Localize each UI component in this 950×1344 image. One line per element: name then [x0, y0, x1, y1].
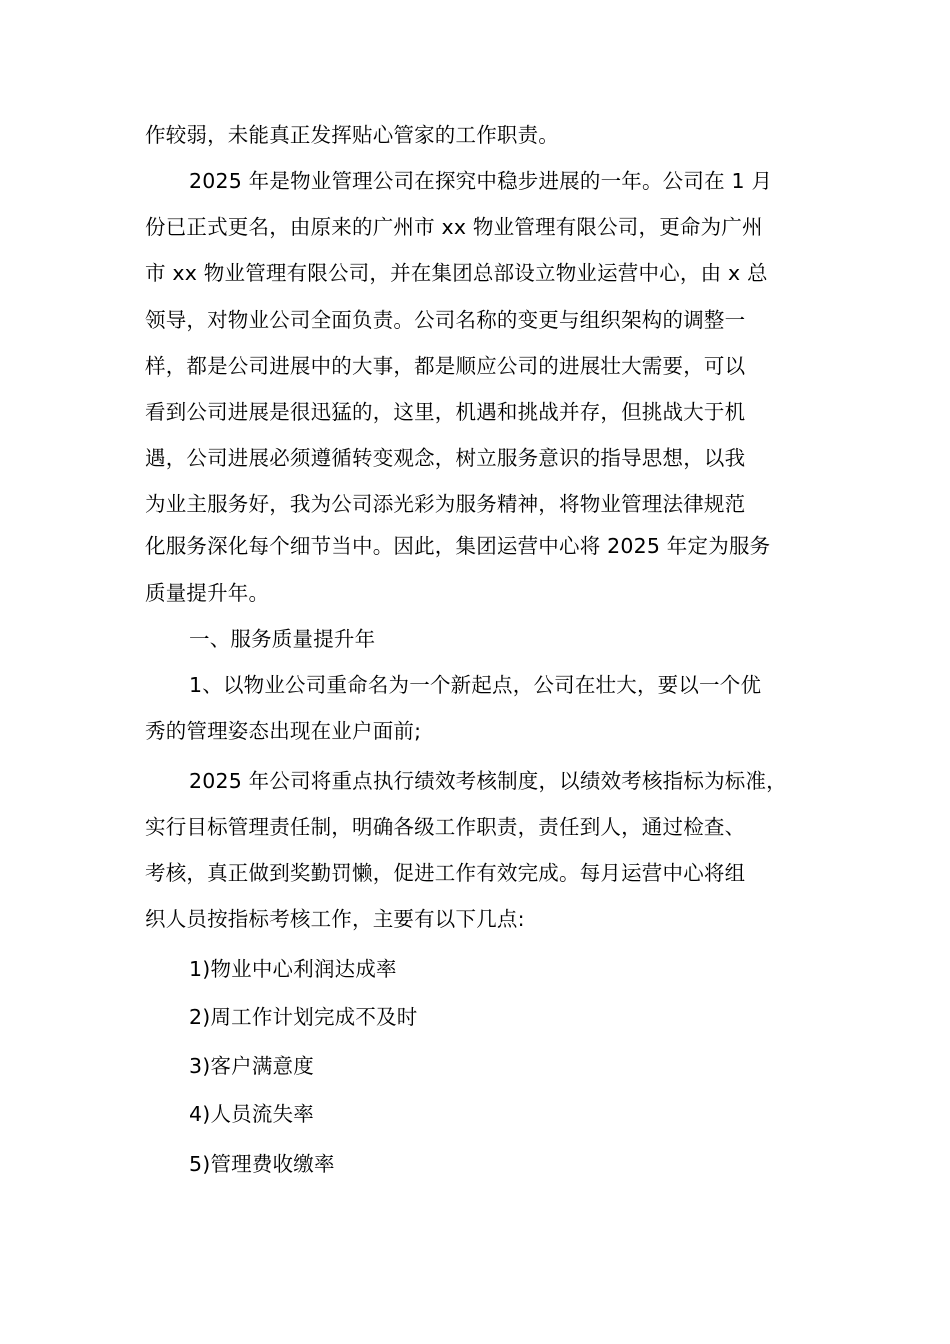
- text-line: 看到公司进展是很迅猛的，这里，机遇和挑战并存，但挑战大于机: [145, 400, 746, 424]
- list-item: 4)人员流失率: [189, 1102, 314, 1126]
- text-line: 样，都是公司进展中的大事，都是顺应公司的进展壮大需要，可以: [145, 354, 746, 378]
- text-line: 考核，真正做到奖勤罚懒，促进工作有效完成。每月运营中心将组: [145, 861, 746, 885]
- list-item: 3)客户满意度: [189, 1054, 314, 1078]
- list-item: 1)物业中心利润达成率: [189, 957, 397, 981]
- text-line: 化服务深化每个细节当中。因此，集团运营中心将 2025 年定为服务: [145, 534, 771, 558]
- list-item: 5)管理费收缴率: [189, 1152, 335, 1176]
- text-line: 1、以物业公司重命名为一个新起点，公司在壮大，要以一个优: [189, 673, 762, 697]
- text-line: 实行目标管理责任制，明确各级工作职责，责任到人，通过检查、: [145, 815, 746, 839]
- section-heading: 一、服务质量提升年: [189, 627, 376, 651]
- text-line: 2025 年是物业管理公司在探究中稳步进展的一年。公司在 1 月: [189, 169, 773, 193]
- text-line: 市 xx 物业管理有限公司，并在集团总部设立物业运营中心，由 x 总: [145, 261, 768, 285]
- text-line: 质量提升年。: [145, 581, 270, 605]
- list-item: 2)周工作计划完成不及时: [189, 1005, 418, 1029]
- text-line: 秀的管理姿态出现在业户面前;: [145, 719, 422, 743]
- text-line: 2025 年公司将重点执行绩效考核制度，以绩效考核指标为标准，: [189, 769, 787, 793]
- text-line: 份已正式更名，由原来的广州市 xx 物业管理有限公司，更命为广州: [145, 215, 763, 239]
- text-line: 织人员按指标考核工作，主要有以下几点:: [145, 907, 525, 931]
- text-line: 作较弱，未能真正发挥贴心管家的工作职责。: [145, 123, 559, 147]
- text-line: 为业主服务好，我为公司添光彩为服务精神，将物业管理法律规范: [145, 492, 746, 516]
- text-line: 领导，对物业公司全面负责。公司名称的变更与组织架构的调整一: [145, 308, 746, 332]
- text-line: 遇，公司进展必须遵循转变观念，树立服务意识的指导思想，以我: [145, 446, 746, 470]
